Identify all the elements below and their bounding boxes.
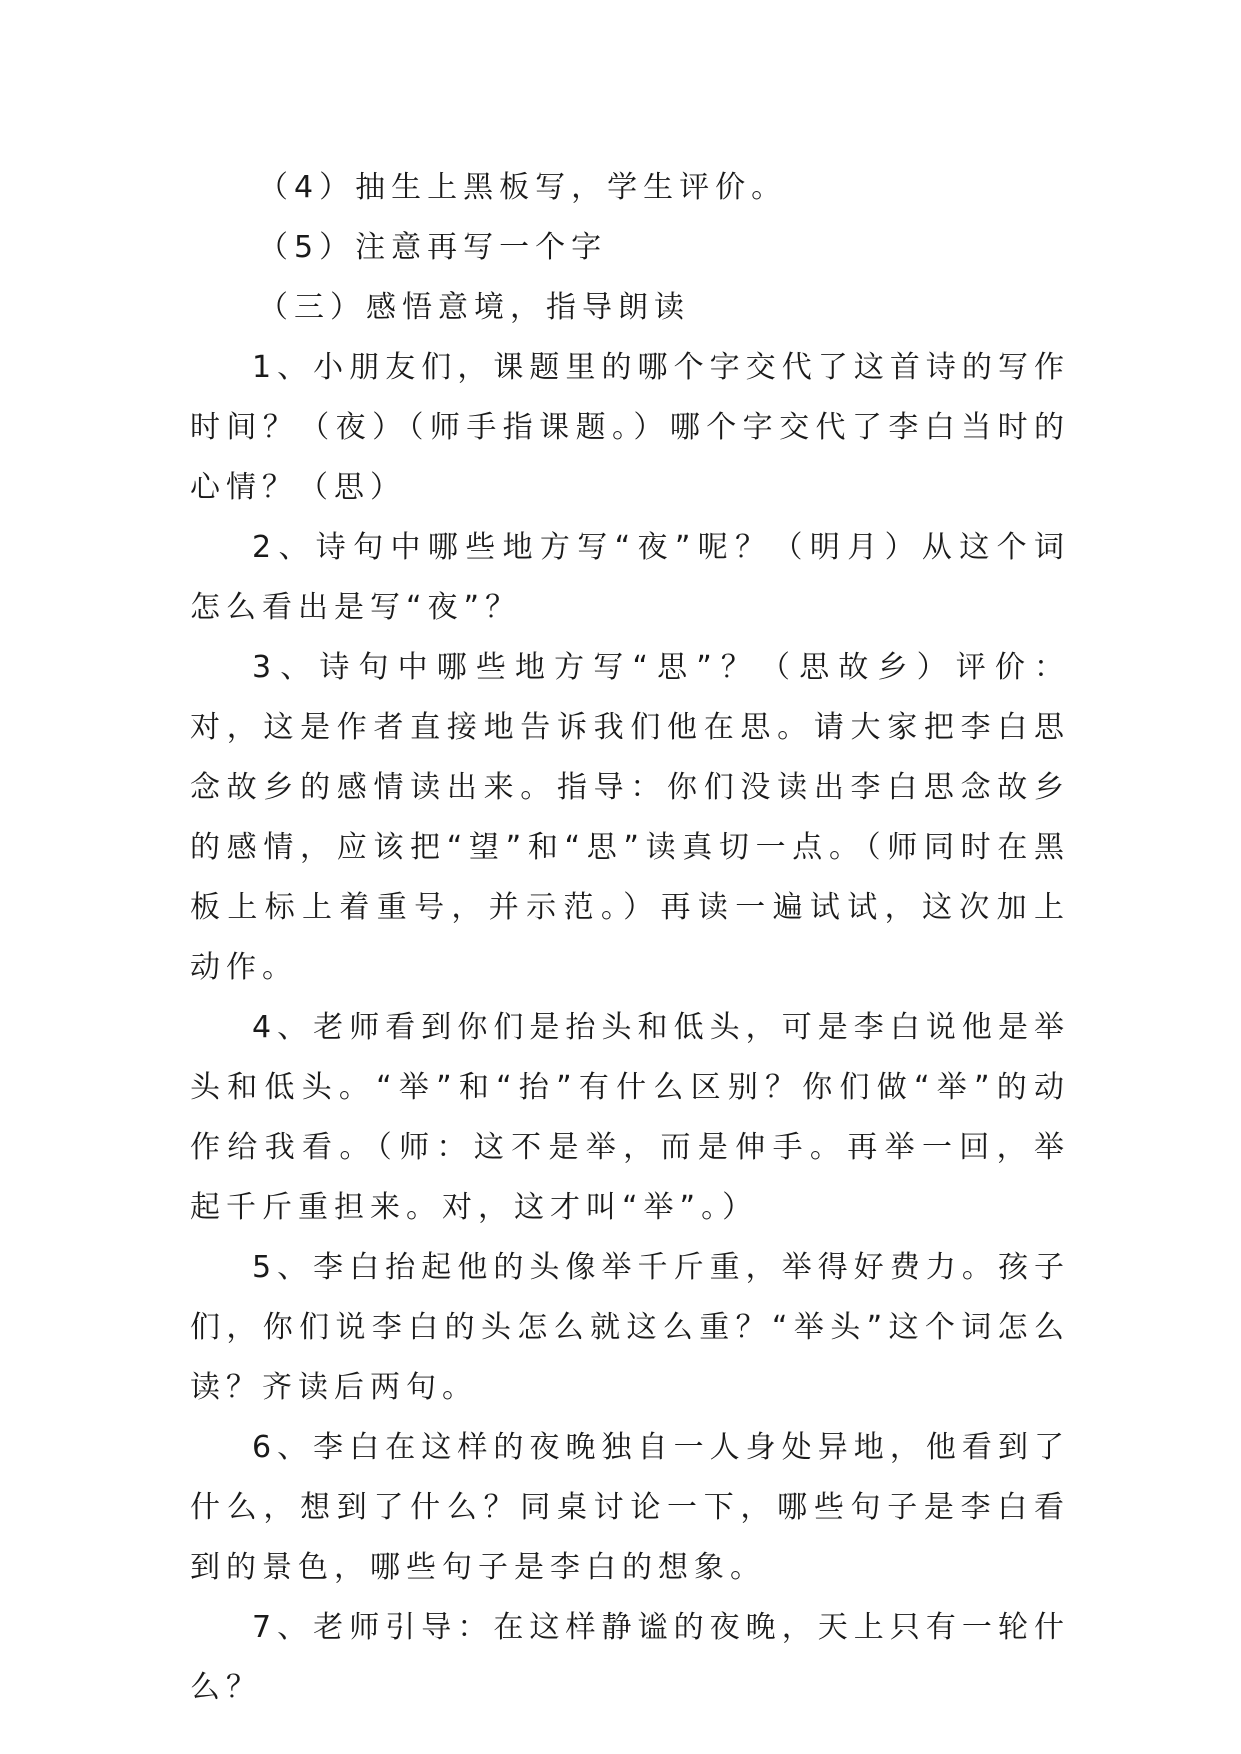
step-4-paragraph: （4）抽生上黑板写，学生评价。: [258, 170, 788, 205]
question-4-paragraph: 4、老师看到你们是抬头和低头，可是李白说他是举头和低头。“举”和“抬”有什么区别？你们做“举”的动作给我看。（师：这不是举，而是伸手。再举一回，举起千斤重担来。对，这才叫“举”。）: [190, 1010, 1070, 1225]
step-5-paragraph: （5）注意再写一个字: [258, 230, 608, 265]
question-7-paragraph: 7、老师引导：在这样静谧的夜晚，天上只有一轮什么？: [190, 1610, 1070, 1705]
question-5-paragraph: 5、李白抬起他的头像举千斤重，举得好费力。孩子们，你们说李白的头怎么就这么重？“举头”这个词怎么读？齐读后两句。: [190, 1250, 1070, 1405]
question-2-paragraph: 2、诗句中哪些地方写“夜”呢？（明月）从这个词怎么看出是写“夜”？: [190, 530, 1070, 625]
question-1-paragraph: 1、小朋友们，课题里的哪个字交代了这首诗的写作时间？（夜）（师手指课题。）哪个字交代了李白当时的心情？（思）: [190, 350, 1070, 505]
question-3-paragraph: 3、诗句中哪些地方写“思”？（思故乡）评价：对，这是作者直接地告诉我们他在思。请大家把李白思念故乡的感情读出来。指导：你们没读出李白思念故乡的感情，应该把“望”和“思”读真切一点。（师同时在黑板上标上着重号，并示范。）再读一遍试试，这次加上动作。: [190, 650, 1070, 985]
document-body: [190, 158, 1070, 1718]
section-heading: （三）感悟意境，指导朗读: [258, 290, 690, 325]
question-6-paragraph: 6、李白在这样的夜晚独自一人身处异地，他看到了什么，想到了什么？同桌讨论一下，哪些句子是李白看到的景色，哪些句子是李白的想象。: [190, 1430, 1070, 1585]
